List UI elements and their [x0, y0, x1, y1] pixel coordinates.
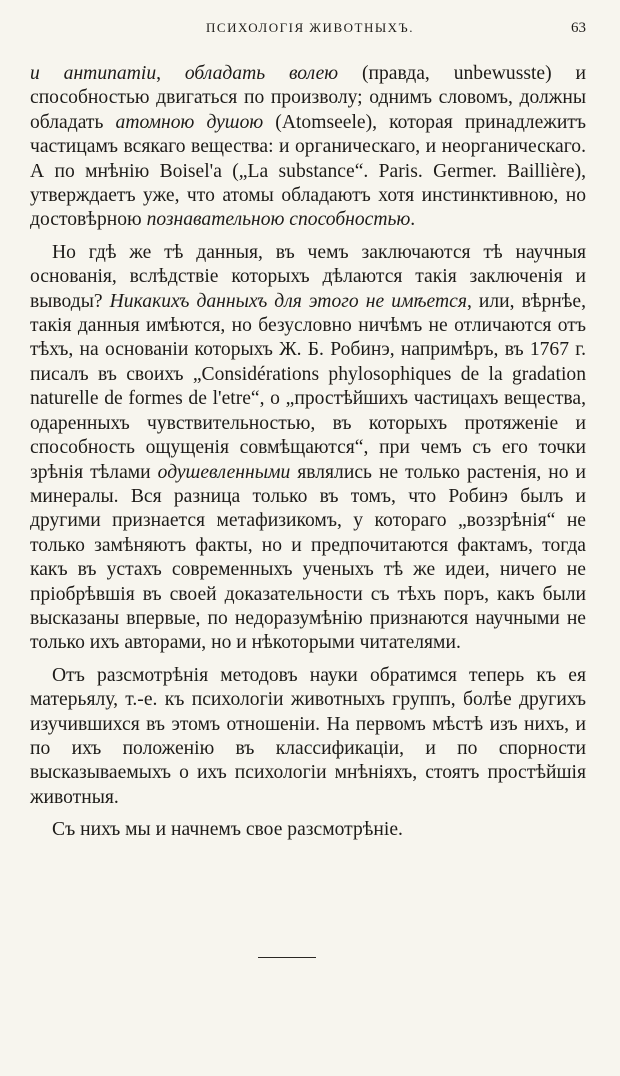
body-text [30, 62, 586, 843]
text-run: являлись не только растенія, но и минералы. Вся разница только въ томъ, что Робинэ былъ и другими признается метафизикомъ, у котораго „воззрѣнія“ не только замѣняютъ факты, но и предпочитаются фактамъ, тогда какъ въ устахъ современныхъ ученыхъ тѣ же идеи, ничего не пріобрѣвшія въ своей доказательности съ тѣхъ поръ, какъ были высказаны впервые, по недоразумѣнію признаются научными не только ихъ авторами, но и нѣкоторыми читателями. [30, 461, 586, 654]
italic-run: атомною душою [115, 111, 264, 133]
paragraph-3 [30, 664, 586, 810]
page-number: 63 [571, 20, 586, 36]
paragraph-4 [30, 818, 586, 842]
text-run: . [410, 209, 416, 231]
paragraph-2 [30, 241, 586, 656]
text-run: , [156, 63, 185, 84]
end-rule [258, 957, 316, 958]
italic-run: познавательною способностью [146, 209, 411, 231]
text-run: Но гдѣ же тѣ данныя, въ чемъ заключаются тѣ научныя основанія, вслѣдствіе которыхъ дѣлаются такія заключенія и выводы? [30, 241, 586, 312]
italic-run: Никакихъ данныхъ для этого не имѣется [109, 290, 467, 312]
italic-run: обладать волею [184, 63, 339, 84]
running-head: ПСИХОЛОГІЯ ЖИВОТНЫХЪ. [206, 20, 414, 35]
text-run: Отъ разсмотрѣнія методовъ науки обратимся теперь къ ея матерьялу, т.-е. къ психологіи животныхъ группъ, болѣе другихъ изучившихся въ этомъ отношеніи. На первомъ мѣстѣ изъ нихъ, и по ихъ положенію въ классификаціи, и по спорности высказываемыхъ о ихъ психологіи мнѣніяхъ, стоятъ простѣйшія животныя. [30, 664, 586, 808]
italic-run: и антипатіи [30, 63, 157, 84]
text-run: (Atomseele), которая принадлежитъ частицамъ всякаго вещества: и органическаго, и неорганическаго. А по мнѣнію Boisel'a („La substance“. Paris. Germer. Baillière), утверждаетъ уже, что атомы обладаютъ хотя инстинктивною, но достовѣрною [30, 111, 586, 231]
text-run: (правда, unbewusste) и способностью двигаться по произволу; однимъ словомъ, должны обладать [30, 63, 586, 133]
text-run: , или, вѣрнѣе, такія данныя имѣются, но безусловно ничѣмъ не отличаются отъ тѣхъ, на основаніи которыхъ Ж. Б. Робинэ, напримѣръ, въ 1767 г. писалъ въ своихъ „Considérations phylosophiques de la gradation naturelle de formes de l'etre“, о „простѣйшихъ частицахъ вещества, одаренныхъ чувствительностью, въ которыхъ протяженіе и способность ощущенія совмѣщаются“, при чемъ съ его точки зрѣнія тѣлами [30, 290, 586, 483]
page-header [32, 20, 588, 44]
italic-run: одушевленными [157, 461, 291, 483]
paragraph-1 [30, 62, 586, 233]
text-run: Съ нихъ мы и начнемъ свое разсмотрѣніе. [52, 819, 403, 841]
